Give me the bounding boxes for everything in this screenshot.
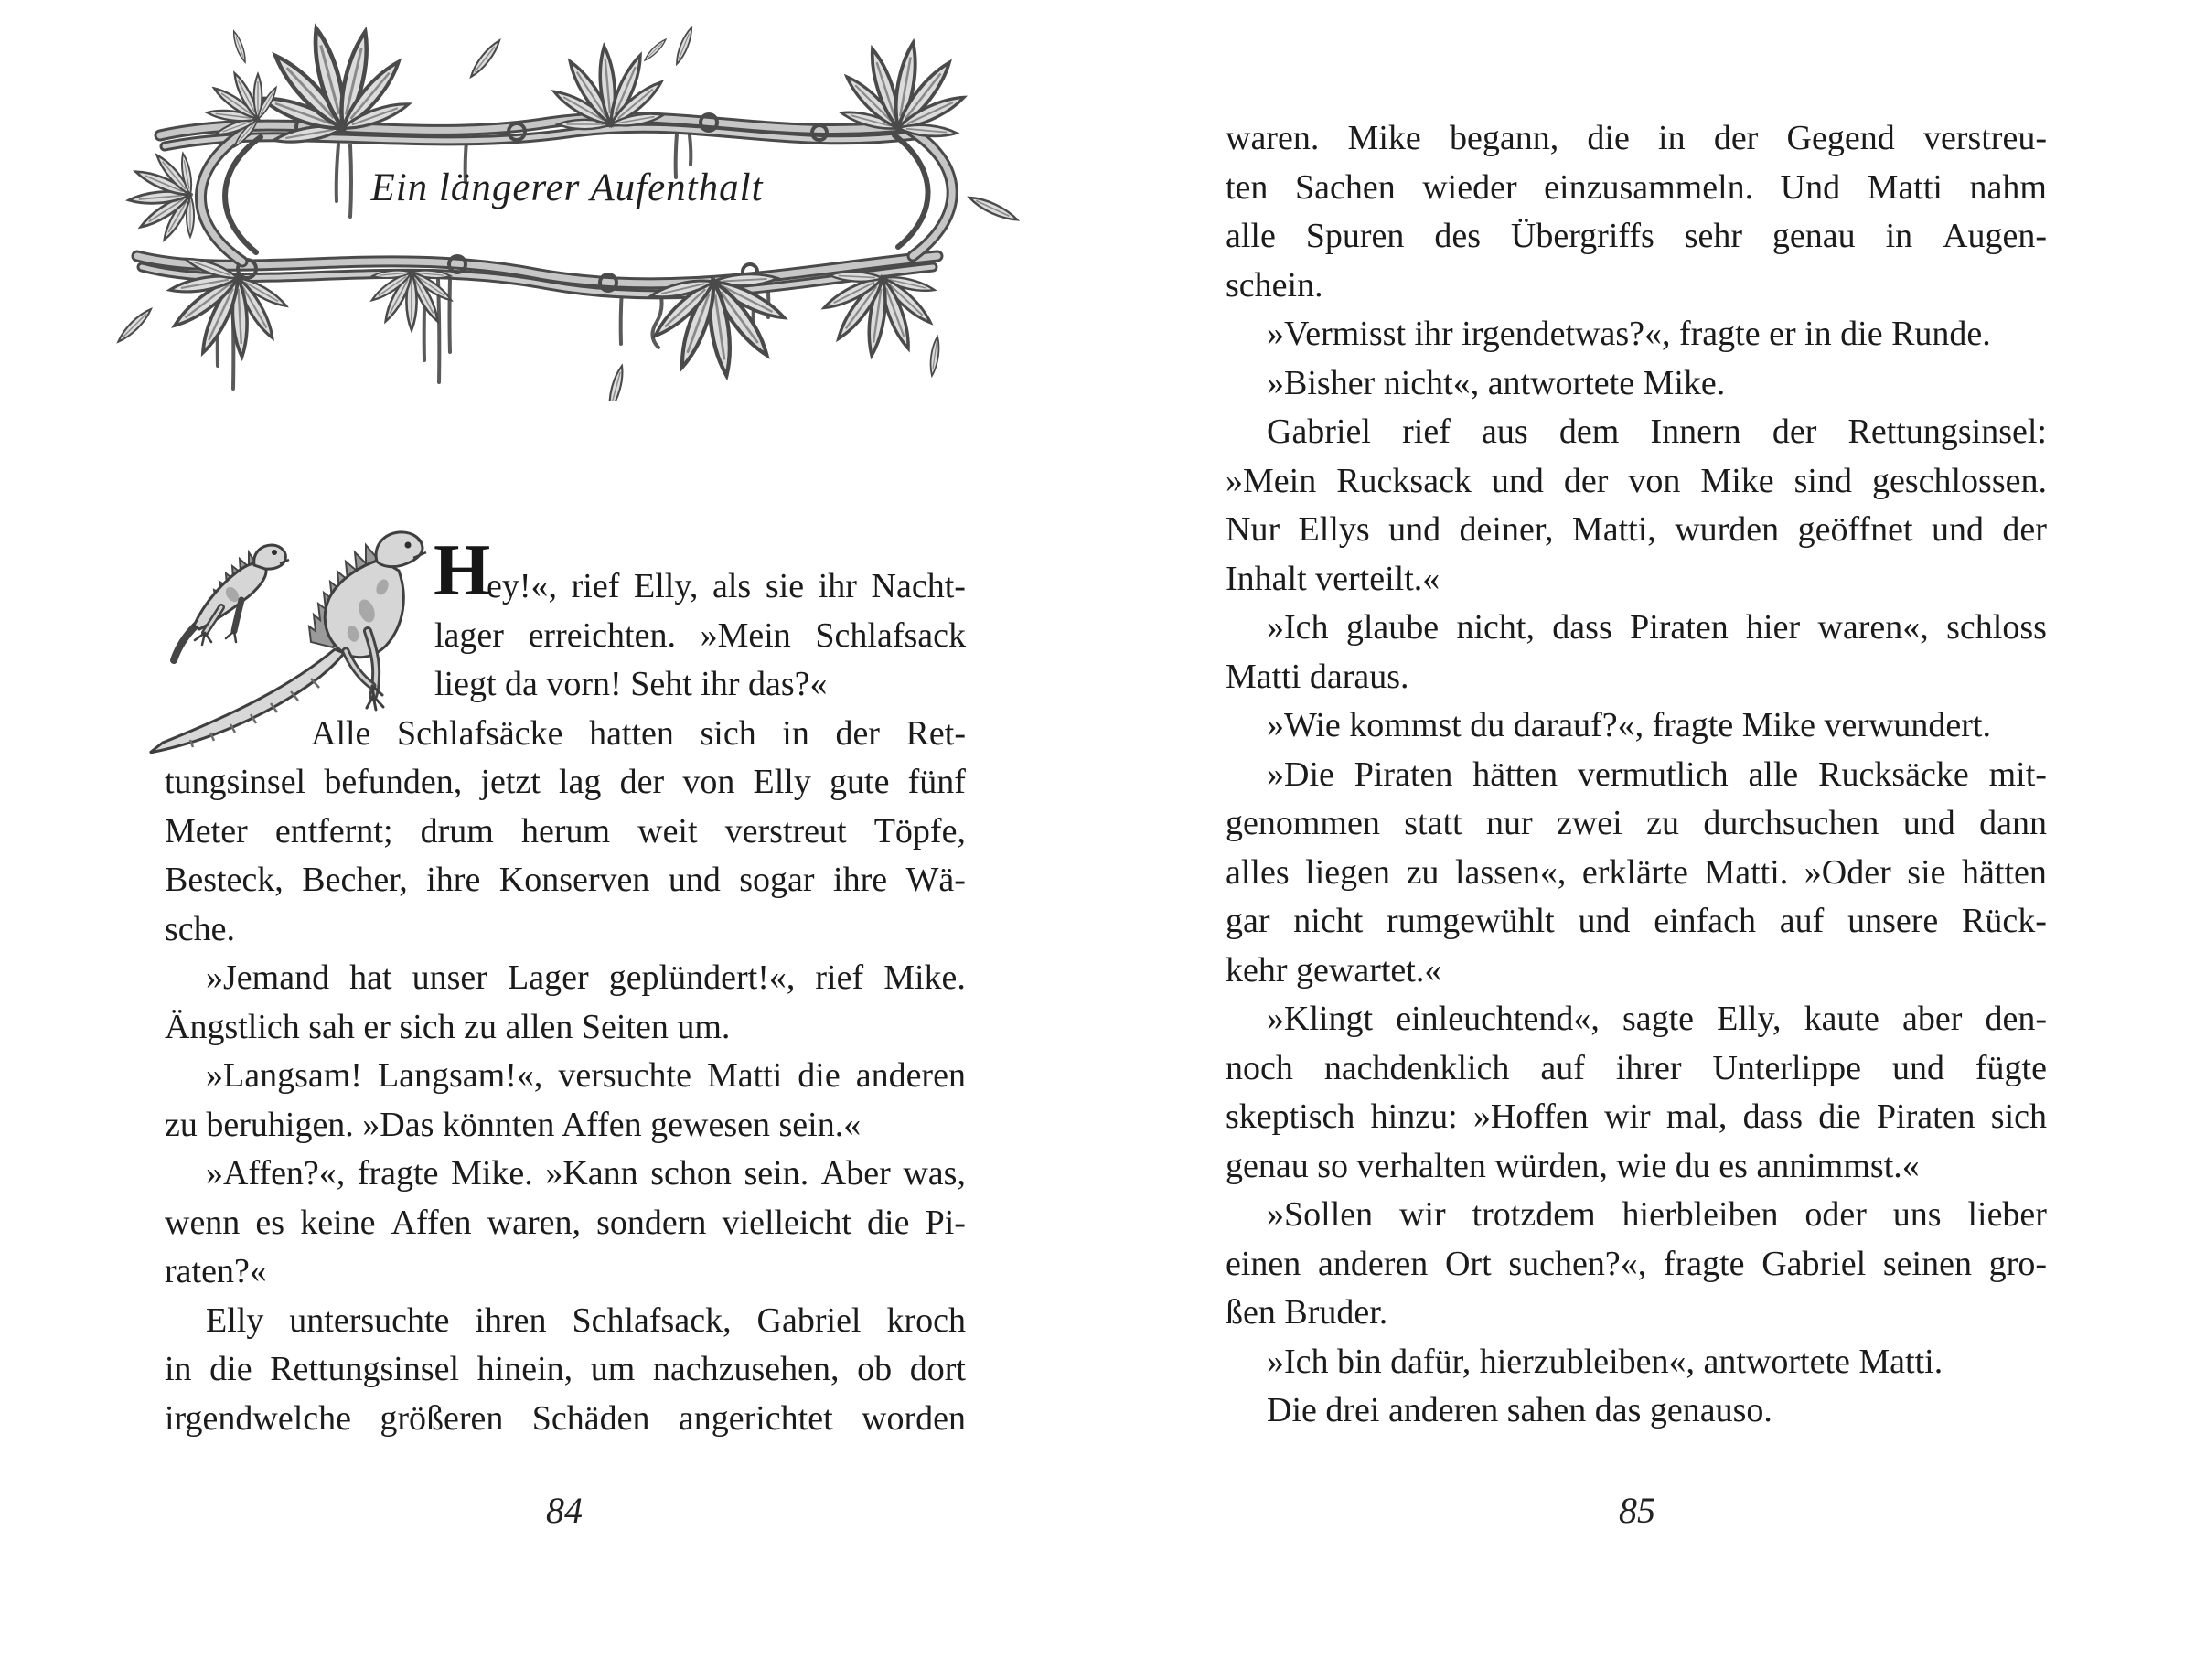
text-line: in die Rettungsinsel hinein, um nachzusehen, ob dort	[165, 1350, 966, 1388]
text-line: alle Spuren des Übergriffs sehr genau in Augen-	[1226, 217, 2047, 255]
text-line: wenn es keine Affen waren, sondern vielleicht die Pi-	[165, 1203, 966, 1242]
text-line: »Sollen wir trotzdem hierbleiben oder uns lieber	[1267, 1195, 2047, 1234]
text-line: Besteck, Becher, ihre Konserven und sogar ihre Wä-	[165, 861, 966, 899]
text-line: Matti daraus.	[1226, 657, 1409, 696]
left-page-text	[165, 530, 966, 1443]
text-line: einen anderen Ort suchen?«, fragte Gabriel seinen gro-	[1226, 1244, 2047, 1283]
text-line: »Vermisst ihr irgendetwas?«, fragte er in die Runde.	[1267, 315, 1991, 353]
text-line: Gabriel rief aus dem Innern der Rettungsinsel:	[1267, 412, 2047, 451]
text-line: Die drei anderen sahen das genauso.	[1267, 1391, 1772, 1429]
text-line: »Langsam! Langsam!«, versuchte Matti die anderen	[206, 1056, 966, 1095]
text-line: waren. Mike begann, die in der Gegend verstreu-	[1226, 119, 2047, 157]
text-line: tungsinsel befunden, jetzt lag der von Elly gute fünf	[165, 763, 966, 801]
text-line: kehr gewartet.«	[1226, 950, 1442, 990]
text-line: alles liegen zu lassen«, erklärte Matti. »Oder sie hätten	[1226, 852, 2047, 892]
text-line: »Jemand hat unser Lager geplündert!«, rief Mike.	[206, 958, 966, 997]
text-line: »Wie kommst du darauf?«, fragte Mike verwundert.	[1267, 706, 1991, 744]
text-line: liegt da vorn! Seht ihr das?«	[434, 665, 828, 703]
text-line: skeptisch hinzu: »Hoffen wir mal, dass die Piraten sich	[1226, 1097, 2047, 1136]
text-line: gar nicht rumgewühlt und einfach auf unsere Rück-	[1226, 902, 2047, 940]
text-line: »Klingt einleuchtend«, sagte Elly, kaute aber den-	[1267, 1000, 2047, 1038]
text-line: ten Sachen wieder einzusammeln. Und Matti nahm	[1226, 167, 2047, 207]
text-line: Inhalt verteilt.«	[1226, 559, 1440, 598]
text-line: »Ich bin dafür, hierzubleiben«, antwortete Matti.	[1267, 1342, 1943, 1381]
text-line: »Bisher nicht«, antwortete Mike.	[1267, 363, 1726, 402]
text-line: genau so verhalten würden, wie du es annimmst.«	[1226, 1146, 1920, 1185]
text-line: lager erreichten. »Mein Schlafsack	[434, 615, 966, 655]
text-line: sche.	[165, 909, 236, 948]
text-line: Meter entfernt; drum herum weit verstreut Töpfe,	[165, 811, 966, 851]
text-line: zu beruhigen. »Das könnten Affen gewesen sein.«	[165, 1105, 862, 1144]
right-page-text	[1226, 114, 2047, 1436]
text-line: H ey!«, rief Elly, als sie ihr Nacht-	[434, 530, 966, 611]
drop-cap: H	[434, 530, 491, 611]
chapter-title: Ein längerer Aufenthalt	[370, 166, 764, 209]
text-line: irgendwelche größeren Schäden angerichtet worden	[165, 1398, 966, 1438]
left-page-number: 84	[546, 1490, 583, 1531]
text-line: noch nachdenklich auf ihrer Unterlippe und fügte	[1226, 1048, 2047, 1087]
text-line: ßen Bruder.	[1226, 1293, 1388, 1332]
text-line: Nur Ellys und deiner, Matti, wurden geöffnet und der	[1226, 510, 2047, 549]
text-line: »Mein Rucksack und der von Mike sind geschlossen.	[1226, 461, 2047, 500]
text-line: Ängstlich sah er sich zu allen Seiten um.	[165, 1007, 731, 1046]
right-page-number: 85	[1619, 1490, 1655, 1531]
text-line: »Die Piraten hätten vermutlich alle Rucksäcke mit-	[1267, 754, 2047, 794]
text-line: »Affen?«, fragte Mike. »Kann schon sein. Aber was,	[206, 1154, 966, 1193]
text-line: schein.	[1226, 265, 1323, 305]
text-line: »Ich glaube nicht, dass Piraten hier waren«, schloss	[1267, 608, 2047, 647]
text-line: raten?«	[165, 1252, 267, 1290]
text-line: Alle Schlafsäcke hatten sich in der Ret-	[311, 713, 966, 753]
text-line: genommen statt nur zwei zu durchsuchen und dann	[1226, 804, 2047, 842]
text-line: Elly untersuchte ihren Schlafsack, Gabriel kroch	[206, 1300, 966, 1340]
